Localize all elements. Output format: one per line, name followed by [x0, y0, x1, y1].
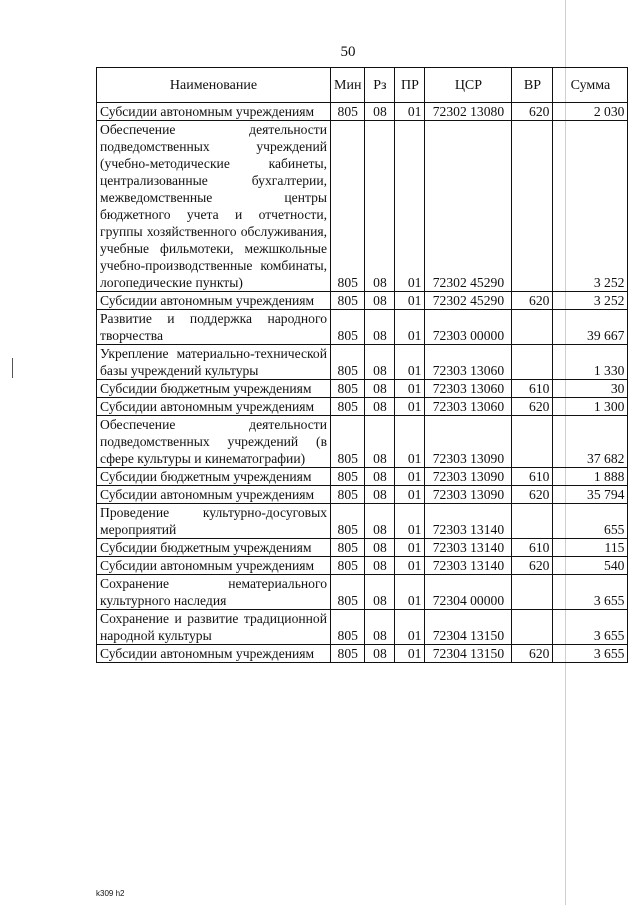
row-vr-cell: [512, 310, 553, 345]
row-name-cell: Сохранение нематериального культурного наследия: [97, 575, 331, 610]
row-rz-cell: 08: [365, 486, 395, 504]
row-pr-cell: 01: [395, 610, 425, 645]
row-pr-cell: 01: [395, 486, 425, 504]
row-sum-cell: 115: [553, 539, 628, 557]
header-vr: ВР: [512, 68, 553, 103]
row-csr-cell: 72302 45290: [425, 121, 512, 292]
row-sum-cell: 3 655: [553, 610, 628, 645]
row-vr-cell: 620: [512, 292, 553, 310]
row-name-cell: Обеспечение деятельности подведомственных учреждений (в сфере культуры и кинематографии): [97, 416, 331, 468]
row-name-cell: Субсидии бюджетным учреждениям: [97, 539, 331, 557]
row-rz-cell: 08: [365, 310, 395, 345]
row-vr-cell: 610: [512, 380, 553, 398]
table-row: [97, 486, 628, 504]
margin-mark: [12, 358, 13, 378]
row-sum-cell: 39 667: [553, 310, 628, 345]
row-vr-cell: [512, 610, 553, 645]
row-name-cell: Укрепление материально-технической базы учреждений культуры: [97, 345, 331, 380]
row-vr-cell: [512, 121, 553, 292]
row-csr-cell: 72303 13060: [425, 398, 512, 416]
row-pr-cell: 01: [395, 468, 425, 486]
row-rz-cell: 08: [365, 610, 395, 645]
budget-table: [96, 67, 628, 663]
row-pr-cell: 01: [395, 539, 425, 557]
row-vr-cell: 620: [512, 645, 553, 663]
row-rz-cell: 08: [365, 645, 395, 663]
row-csr-cell: 72303 13090: [425, 416, 512, 468]
row-name-cell: Субсидии бюджетным учреждениям: [97, 380, 331, 398]
row-csr-cell: 72304 13150: [425, 645, 512, 663]
row-rz-cell: 08: [365, 398, 395, 416]
row-rz-cell: 08: [365, 575, 395, 610]
table-row: [97, 610, 628, 645]
row-sum-cell: 3 252: [553, 292, 628, 310]
row-min-cell: 805: [331, 486, 365, 504]
row-csr-cell: 72302 45290: [425, 292, 512, 310]
row-sum-cell: 30: [553, 380, 628, 398]
page-number: 50: [340, 44, 356, 60]
table-row: [97, 468, 628, 486]
table-row: [97, 504, 628, 539]
row-pr-cell: 01: [395, 416, 425, 468]
row-rz-cell: 08: [365, 539, 395, 557]
row-sum-cell: 540: [553, 557, 628, 575]
row-csr-cell: 72304 13150: [425, 610, 512, 645]
row-rz-cell: 08: [365, 380, 395, 398]
row-vr-cell: 610: [512, 539, 553, 557]
row-csr-cell: 72303 13140: [425, 504, 512, 539]
row-min-cell: 805: [331, 310, 365, 345]
row-pr-cell: 01: [395, 121, 425, 292]
row-pr-cell: 01: [395, 345, 425, 380]
row-csr-cell: 72303 00000: [425, 310, 512, 345]
row-csr-cell: 72304 00000: [425, 575, 512, 610]
row-pr-cell: 01: [395, 557, 425, 575]
row-pr-cell: 01: [395, 380, 425, 398]
row-vr-cell: [512, 504, 553, 539]
header-pr: ПР: [395, 68, 425, 103]
row-vr-cell: 620: [512, 486, 553, 504]
row-min-cell: 805: [331, 575, 365, 610]
row-min-cell: 805: [331, 416, 365, 468]
row-pr-cell: 01: [395, 398, 425, 416]
row-sum-cell: 35 794: [553, 486, 628, 504]
table-row: [97, 380, 628, 398]
header-sum: Сумма: [553, 68, 628, 103]
row-vr-cell: [512, 575, 553, 610]
row-sum-cell: 1 330: [553, 345, 628, 380]
row-min-cell: 805: [331, 504, 365, 539]
row-name-cell: Развитие и поддержка народного творчества: [97, 310, 331, 345]
row-csr-cell: 72302 13080: [425, 103, 512, 121]
row-pr-cell: 01: [395, 645, 425, 663]
row-vr-cell: [512, 416, 553, 468]
row-vr-cell: 610: [512, 468, 553, 486]
row-sum-cell: 1 888: [553, 468, 628, 486]
row-csr-cell: 72303 13090: [425, 468, 512, 486]
header-csr: ЦСР: [425, 68, 512, 103]
table-row: [97, 121, 628, 292]
table-row: [97, 310, 628, 345]
row-pr-cell: 01: [395, 310, 425, 345]
row-min-cell: 805: [331, 345, 365, 380]
row-pr-cell: 01: [395, 103, 425, 121]
header-row: [97, 68, 628, 103]
row-pr-cell: 01: [395, 575, 425, 610]
footer-code: k309 h2: [96, 889, 125, 898]
row-pr-cell: 01: [395, 504, 425, 539]
table-row: [97, 575, 628, 610]
row-min-cell: 805: [331, 103, 365, 121]
row-name-cell: Субсидии автономным учреждениям: [97, 398, 331, 416]
table-row: [97, 103, 628, 121]
table-row: [97, 398, 628, 416]
row-rz-cell: 08: [365, 121, 395, 292]
row-vr-cell: [512, 345, 553, 380]
header-name: Наименование: [97, 68, 331, 103]
table-body: [97, 103, 628, 663]
row-pr-cell: 01: [395, 292, 425, 310]
table-row: [97, 557, 628, 575]
row-rz-cell: 08: [365, 292, 395, 310]
row-sum-cell: 1 300: [553, 398, 628, 416]
row-name-cell: Сохранение и развитие традиционной народной культуры: [97, 610, 331, 645]
table-row: [97, 416, 628, 468]
row-vr-cell: 620: [512, 398, 553, 416]
row-min-cell: 805: [331, 610, 365, 645]
table-row: [97, 645, 628, 663]
row-csr-cell: 72303 13060: [425, 380, 512, 398]
row-name-cell: Проведение культурно-досуговых мероприятий: [97, 504, 331, 539]
row-min-cell: 805: [331, 557, 365, 575]
row-min-cell: 805: [331, 121, 365, 292]
row-name-cell: Субсидии автономным учреждениям: [97, 103, 331, 121]
row-rz-cell: 08: [365, 557, 395, 575]
row-vr-cell: 620: [512, 557, 553, 575]
row-min-cell: 805: [331, 398, 365, 416]
row-min-cell: 805: [331, 468, 365, 486]
row-csr-cell: 72303 13140: [425, 539, 512, 557]
row-rz-cell: 08: [365, 416, 395, 468]
table-row: [97, 292, 628, 310]
row-name-cell: Субсидии автономным учреждениям: [97, 557, 331, 575]
row-name-cell: Субсидии автономным учреждениям: [97, 645, 331, 663]
row-name-cell: Субсидии бюджетным учреждениям: [97, 468, 331, 486]
row-min-cell: 805: [331, 645, 365, 663]
row-min-cell: 805: [331, 380, 365, 398]
row-sum-cell: 37 682: [553, 416, 628, 468]
row-vr-cell: 620: [512, 103, 553, 121]
row-sum-cell: 3 252: [553, 121, 628, 292]
row-name-cell: Субсидии автономным учреждениям: [97, 486, 331, 504]
row-sum-cell: 655: [553, 504, 628, 539]
row-sum-cell: 3 655: [553, 575, 628, 610]
header-min: Мин: [331, 68, 365, 103]
table-row: [97, 539, 628, 557]
row-csr-cell: 72303 13090: [425, 486, 512, 504]
row-name-cell: Обеспечение деятельности подведомственных учреждений (учебно-методические кабинеты, централизованные бухгалтерии, межведомственные центры бюджетного учета и отчетности, группы хозяйственного обслуживания, учебные фильмотеки, межшкольные учебно-производственные комбинаты, логопедические пункты): [97, 121, 331, 292]
row-name-cell: Субсидии автономным учреждениям: [97, 292, 331, 310]
row-sum-cell: 2 030: [553, 103, 628, 121]
row-sum-cell: 3 655: [553, 645, 628, 663]
row-min-cell: 805: [331, 292, 365, 310]
row-rz-cell: 08: [365, 468, 395, 486]
row-csr-cell: 72303 13140: [425, 557, 512, 575]
row-rz-cell: 08: [365, 504, 395, 539]
row-csr-cell: 72303 13060: [425, 345, 512, 380]
row-min-cell: 805: [331, 539, 365, 557]
header-rz: Рз: [365, 68, 395, 103]
table-row: [97, 345, 628, 380]
row-rz-cell: 08: [365, 103, 395, 121]
row-rz-cell: 08: [365, 345, 395, 380]
